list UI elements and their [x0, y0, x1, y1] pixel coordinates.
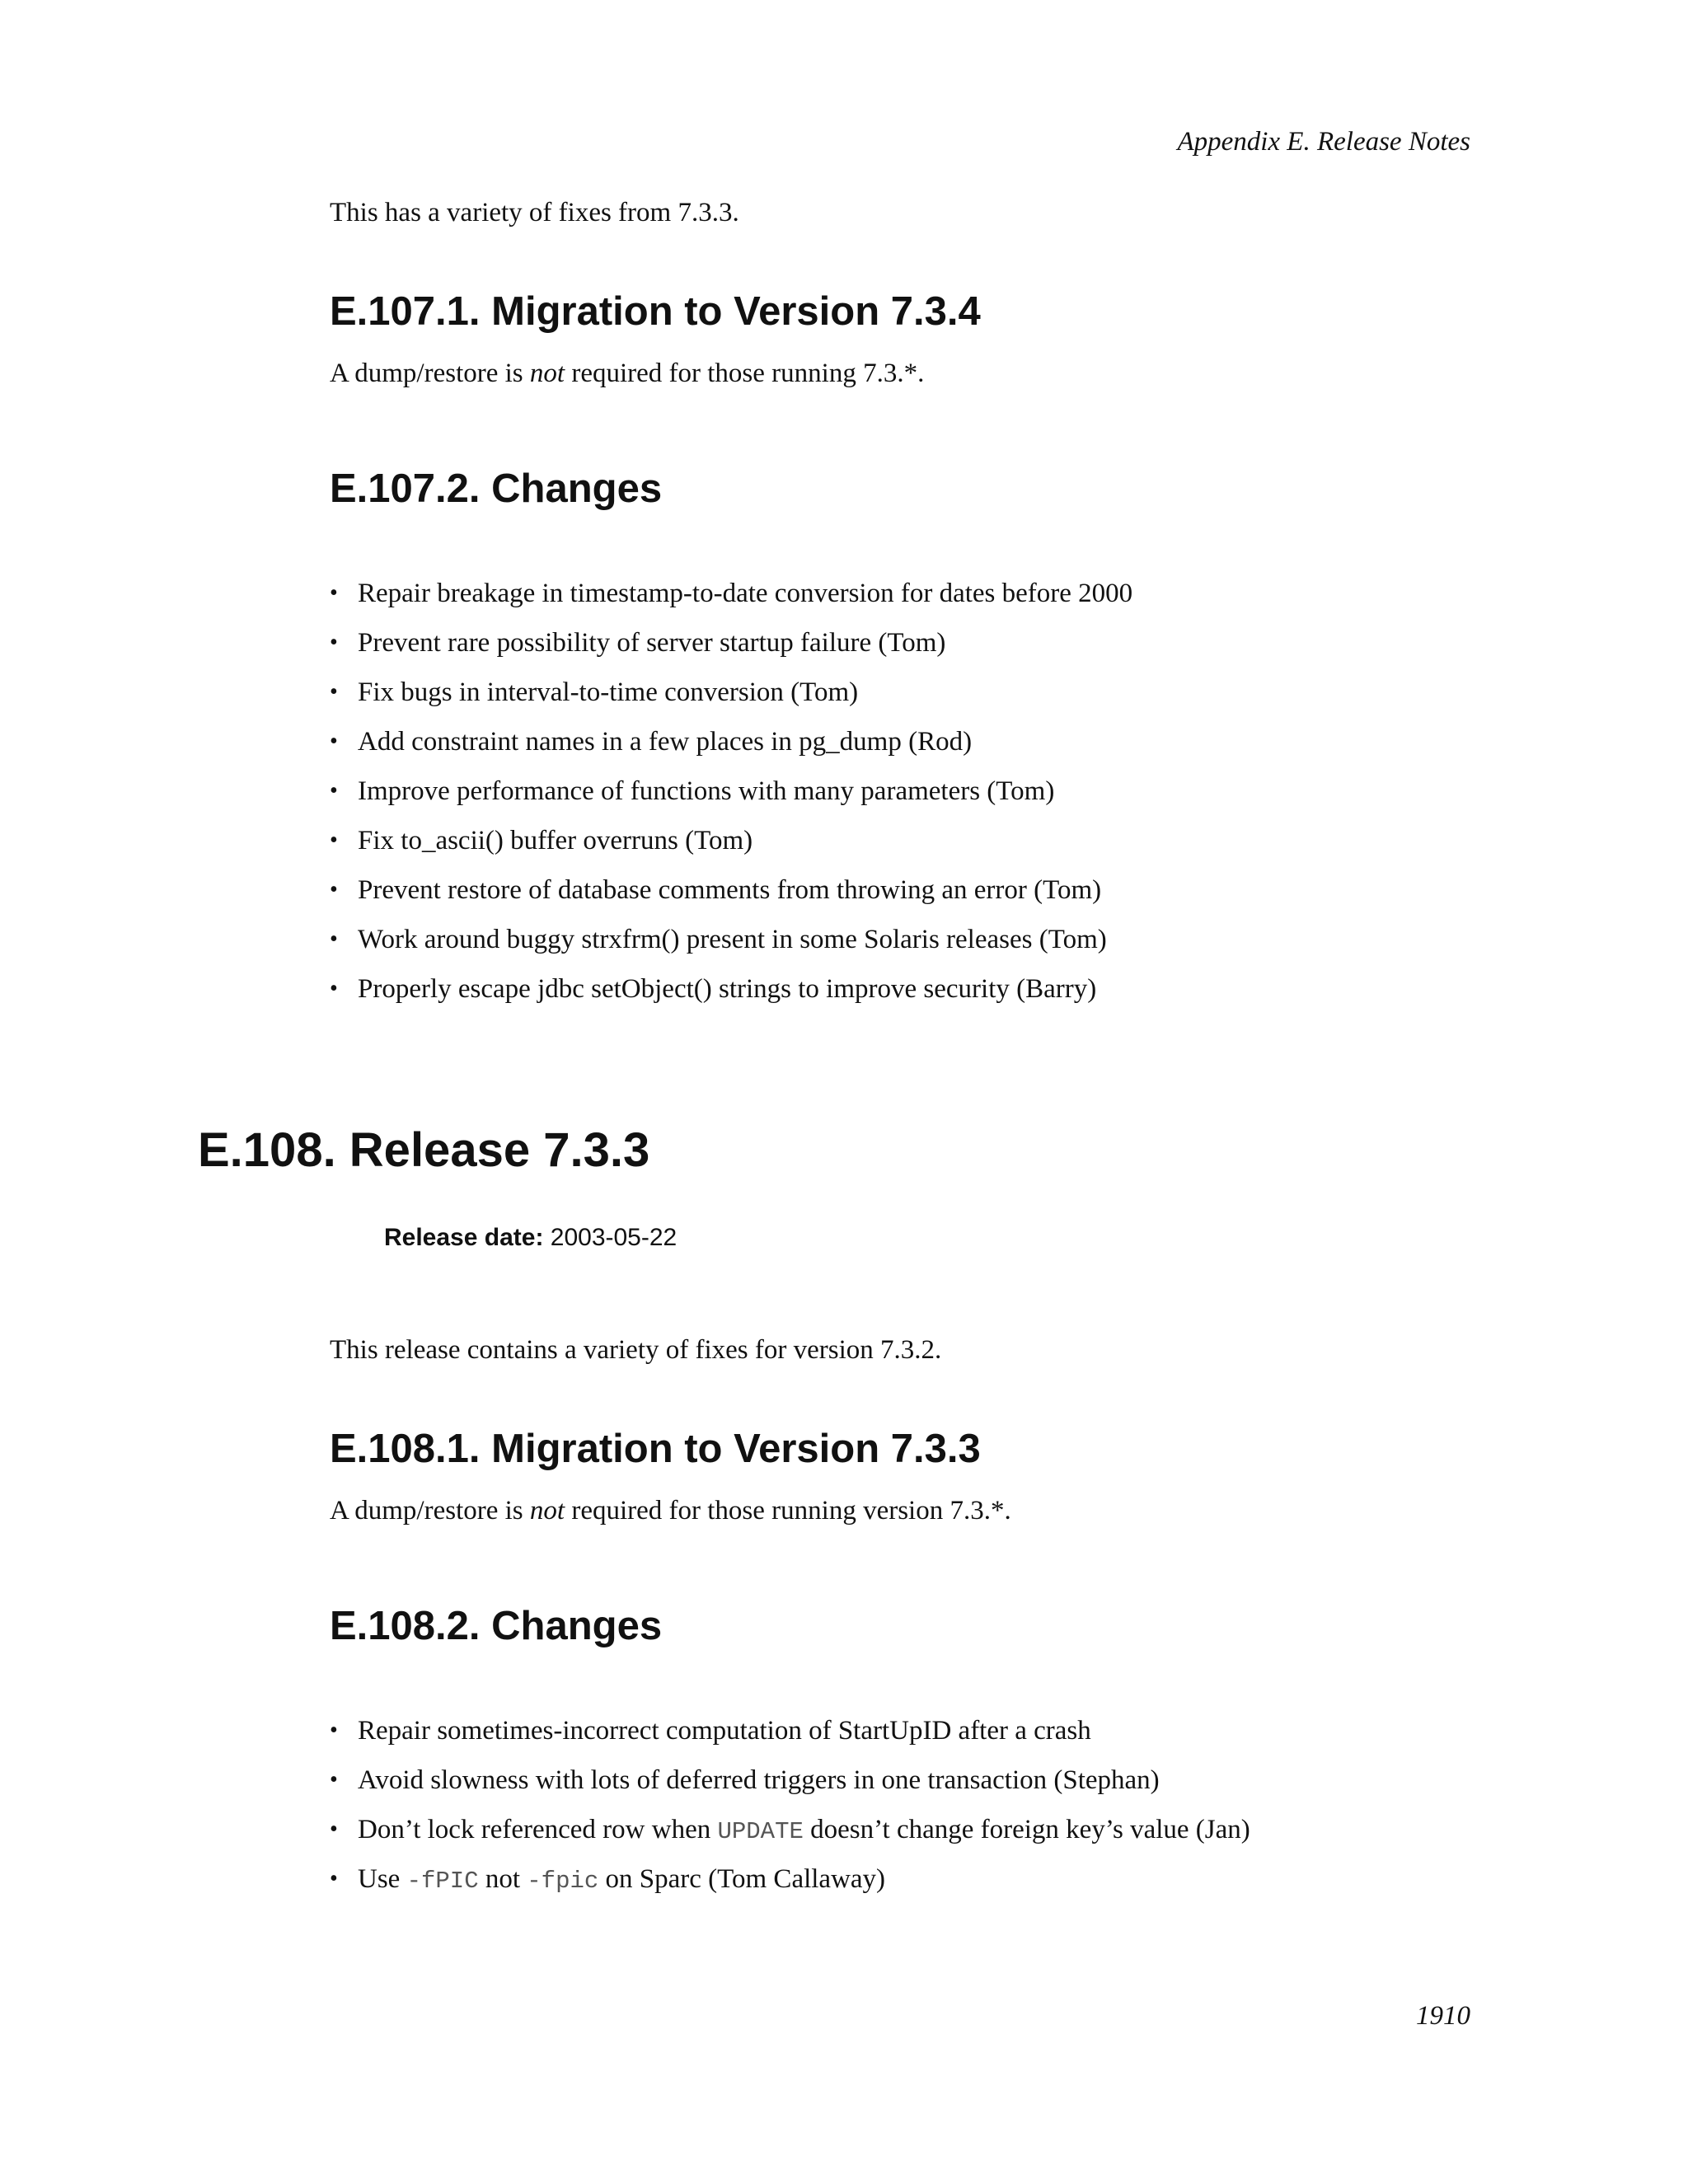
list-item: [330, 668, 1132, 717]
list-item: [330, 964, 1132, 1014]
bullet-icon: •: [330, 1866, 338, 1891]
list-item: [330, 569, 1132, 618]
list-item-text: Repair breakage in timestamp-to-date conversion for dates before 2000: [358, 579, 1133, 608]
bullet-icon: •: [330, 630, 338, 655]
list-item-text: Fix to_ascii() buffer overruns (Tom): [358, 826, 753, 855]
list-item-text-middle: not: [478, 1864, 528, 1894]
e107-1-text-emphasis: not: [529, 359, 565, 388]
list-item: [330, 618, 1132, 668]
list-item: [330, 1755, 1250, 1805]
list-item: [330, 915, 1132, 964]
running-header: Appendix E. Release Notes: [1177, 127, 1470, 157]
bullet-icon: •: [330, 827, 338, 853]
page-number: 1910: [1416, 2001, 1470, 2031]
e107-1-text-before: A dump/restore is: [330, 359, 530, 388]
e107-intro: This has a variety of fixes from 7.3.3.: [330, 198, 739, 227]
bullet-icon: •: [330, 1718, 338, 1743]
e107-1-heading: E.107.1. Migration to Version 7.3.4: [330, 289, 981, 334]
list-item: [330, 766, 1132, 816]
list-item-text-after: doesn’t change foreign key’s value (Jan): [803, 1815, 1250, 1844]
bullet-icon: •: [330, 729, 338, 754]
list-item: [330, 1706, 1250, 1755]
e108-intro: This release contains a variety of fixes for version 7.3.2.: [330, 1335, 942, 1365]
e107-1-text: [330, 359, 924, 389]
code-update: UPDATE: [717, 1818, 804, 1845]
e107-2-change-list: [330, 569, 1132, 1014]
list-item: [330, 1854, 1250, 1904]
bullet-icon: •: [330, 1816, 338, 1842]
e108-heading: E.108. Release 7.3.3: [198, 1123, 650, 1177]
bullet-icon: •: [330, 926, 338, 952]
code-fpic-lower: -fpic: [527, 1868, 599, 1895]
e108-2-heading: E.108.2. Changes: [330, 1604, 663, 1648]
list-item-text: Work around buggy strxfrm() present in some Solaris releases (Tom): [358, 925, 1107, 954]
list-item-text: Fix bugs in interval-to-time conversion (Tom): [358, 677, 859, 707]
release-date-label: Release date:: [384, 1224, 544, 1251]
e108-1-text-after: required for those running version 7.3.*.: [565, 1496, 1011, 1526]
code-fpic-upper: -fPIC: [406, 1868, 479, 1895]
release-date-value: 2003-05-22: [543, 1224, 678, 1251]
e108-1-text-before: A dump/restore is: [330, 1496, 530, 1526]
e107-2-heading: E.107.2. Changes: [330, 466, 663, 511]
list-item: [330, 1805, 1250, 1854]
bullet-icon: •: [330, 976, 338, 1001]
list-item-text: Prevent restore of database comments from throwing an error (Tom): [358, 875, 1102, 905]
e108-2-change-list: [330, 1706, 1250, 1904]
list-item: [330, 865, 1132, 915]
bullet-icon: •: [330, 1767, 338, 1793]
bullet-icon: •: [330, 778, 338, 804]
list-item-text: Add constraint names in a few places in pg_dump (Rod): [358, 727, 973, 757]
list-item-text: Properly escape jdbc setObject() strings to improve security (Barry): [358, 974, 1097, 1004]
list-item-text: Improve performance of functions with many parameters (Tom): [358, 776, 1055, 806]
list-item-text: Prevent rare possibility of server startup failure (Tom): [358, 628, 946, 658]
list-item: [330, 816, 1132, 865]
e108-1-text-emphasis: not: [529, 1496, 565, 1526]
release-date: [384, 1224, 677, 1252]
list-item: [330, 717, 1132, 766]
e108-1-text: [330, 1496, 1011, 1526]
bullet-icon: •: [330, 580, 338, 606]
bullet-icon: •: [330, 877, 338, 902]
e107-1-text-after: required for those running 7.3.*.: [565, 359, 925, 388]
list-item-text-after: on Sparc (Tom Callaway): [598, 1864, 886, 1894]
list-item-text-before: Don’t lock referenced row when: [358, 1815, 718, 1844]
bullet-icon: •: [330, 679, 338, 705]
list-item-text: Repair sometimes-incorrect computation of StartUpID after a crash: [358, 1716, 1091, 1746]
list-item-text-before: Use: [358, 1864, 407, 1894]
list-item-text: Avoid slowness with lots of deferred triggers in one transaction (Stephan): [358, 1765, 1160, 1795]
e108-1-heading: E.108.1. Migration to Version 7.3.3: [330, 1427, 981, 1471]
